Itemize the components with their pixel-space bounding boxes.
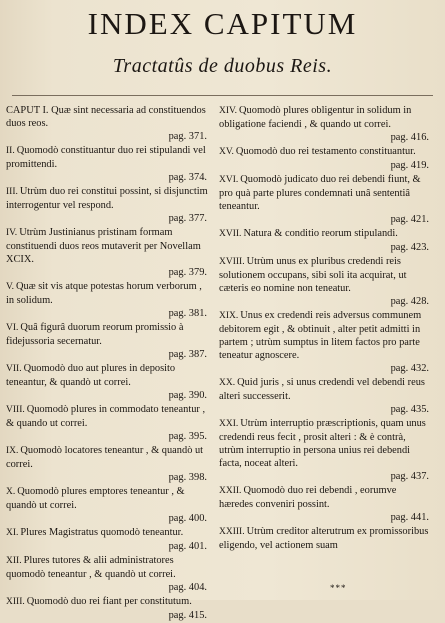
- chapter-title: Natura & conditio reorum stipulandi.: [243, 228, 398, 239]
- chapter-title: Quomodò duo rei testamento constituantur.: [235, 146, 416, 157]
- index-entry: [219, 417, 433, 483]
- index-entry: [219, 376, 433, 416]
- page-reference: pag. 432.: [390, 363, 429, 374]
- page-reference: pag. 428.: [390, 296, 429, 307]
- chapter-title: Quæ sit vis atque potestas horum verborum , in solidum.: [6, 281, 202, 306]
- page-reference: pag. 415.: [168, 610, 207, 621]
- chapter-title: Utrùm duo rei constitui possint, si disjunctim interrogentur vel respond.: [6, 186, 208, 211]
- chapter-number: VII.: [6, 364, 22, 374]
- index-entry: [219, 525, 433, 552]
- chapter-title: Utrùm unus ex pluribus credendi reis solutionem occupans, sibi soli ita acquirat, ut cæteris eo nomine non teneatur.: [219, 256, 407, 294]
- heading-rule: [12, 95, 433, 96]
- page-reference: pag. 395.: [168, 431, 207, 442]
- chapter-number: XXII.: [219, 486, 242, 496]
- chapter-number: II.: [6, 146, 15, 156]
- chapter-number: IX.: [6, 446, 19, 456]
- index-entry: [6, 226, 211, 279]
- chapter-title: Quomodò constituantur duo rei stipulandi vel promittendi.: [6, 145, 206, 170]
- index-entry: [6, 280, 211, 320]
- index-entry: [219, 173, 433, 226]
- page-reference: pag. 400.: [168, 513, 207, 524]
- index-entry: [6, 185, 211, 225]
- right-column: [219, 104, 433, 553]
- chapter-title: Quomodò locatores teneantur , & quandò ut correi.: [6, 445, 204, 470]
- chapter-title: Quâ figurâ duorum reorum promissio à fidejussoria secernatur.: [6, 322, 184, 347]
- chapter-title: Plures Magistratus quomodò teneantur.: [20, 527, 184, 538]
- page-title: INDEX CAPITUM: [87, 6, 358, 41]
- chapter-title: Utrùm Justinianus pristinam formam constituendi duos reos mutaverit per Novellam XCIX.: [6, 227, 201, 265]
- index-entry: [6, 362, 211, 402]
- page-reference: pag. 401.: [168, 541, 207, 552]
- chapter-number: XXI.: [219, 419, 239, 429]
- page-reference: pag. 441.: [390, 512, 429, 523]
- chapter-number: XXIII.: [219, 527, 245, 537]
- chapter-number: V.: [6, 282, 15, 292]
- index-entry: [219, 104, 433, 144]
- page-reference: pag. 398.: [168, 472, 207, 483]
- index-entry: [6, 444, 211, 484]
- chapter-title: CAPUT I. Quæ sint necessaria ad constituendos duos reos.: [6, 105, 206, 129]
- page-reference: pag. 381.: [168, 308, 207, 319]
- page-reference: pag. 377.: [168, 213, 207, 224]
- index-entry: [6, 104, 211, 143]
- chapter-title: Utrùm creditor alterutrum ex promissoribus eligendo, vel actionem suam: [219, 526, 429, 551]
- chapter-number: III.: [6, 187, 18, 197]
- chapter-number: XVI.: [219, 175, 239, 185]
- chapter-number: XX.: [219, 378, 236, 388]
- index-entry: [219, 227, 433, 254]
- chapter-title: Quomodò plures obligentur in solidum in obligatione faciendi , & quando ut correi.: [219, 105, 412, 130]
- page-reference: pag. 435.: [390, 404, 429, 415]
- page-reference: pag. 419.: [390, 160, 429, 171]
- chapter-number: XII.: [6, 556, 22, 566]
- index-entry: [6, 526, 211, 553]
- index-entry: [6, 554, 211, 594]
- index-entry: [219, 484, 433, 524]
- index-entry: [6, 403, 211, 443]
- catchword: ***: [330, 583, 347, 593]
- index-entry: [219, 309, 433, 375]
- chapter-number: XV.: [219, 147, 234, 157]
- chapter-title: Quid juris , si unus credendi vel debendi reus alteri successerit.: [219, 377, 425, 402]
- chapter-title: Quomodò duo aut plures in deposito teneantur, & quandò ut correi.: [6, 363, 176, 388]
- chapter-number: XIX.: [219, 311, 239, 321]
- page-reference: pag. 374.: [168, 172, 207, 183]
- chapter-number: XIII.: [6, 597, 25, 607]
- page-reference: pag. 416.: [390, 132, 429, 143]
- chapter-title: Utrùm interruptio præscriptionis, quam unus credendi reus fecit , prosit alteri : & è contrà, utrùm interruptio in persona unius rei debendi facta, noceat alteri.: [219, 418, 426, 469]
- index-entry: [219, 145, 433, 172]
- chapter-number: VI.: [6, 323, 19, 333]
- chapter-title: Quomodò plures in commodato teneantur , & quando ut correi.: [6, 404, 206, 429]
- index-entry: [6, 595, 211, 622]
- index-entry: [6, 321, 211, 361]
- page-reference: pag. 379.: [168, 267, 207, 278]
- chapter-title: Plures tutores & alii administratores quomodò teneantur , & quandò ut correi.: [6, 555, 176, 580]
- chapter-title: Quomodò duo rei debendi , eorumve hæredes conveniri possint.: [219, 485, 397, 510]
- chapter-title: Unus ex credendi reis adversus communem debitorem egit , & obtinuit , alter petit admitti in partem ; utrùm sumptus in litem factos pro parte teneatur agnoscere.: [219, 310, 422, 361]
- page-reference: pag. 437.: [390, 471, 429, 482]
- page-reference: pag. 421.: [390, 214, 429, 225]
- chapter-number: XVIII.: [219, 257, 245, 267]
- left-column: [6, 104, 211, 623]
- page-reference: pag. 390.: [168, 390, 207, 401]
- index-entry: [6, 485, 211, 525]
- chapter-number: XVII.: [219, 229, 242, 239]
- chapter-number: X.: [6, 487, 16, 497]
- index-entry: [6, 144, 211, 184]
- chapter-number: IV.: [6, 228, 18, 238]
- page-reference: pag. 387.: [168, 349, 207, 360]
- chapter-number: VIII.: [6, 405, 25, 415]
- chapter-number: XIV.: [219, 106, 238, 116]
- chapter-title: Quomodò duo rei fiant per constitutum.: [26, 596, 192, 607]
- page-subtitle: Tractatûs de duobus Reis.: [112, 55, 333, 77]
- chapter-title: Quomodò plures emptores teneantur , & quandò ut correi.: [6, 486, 185, 511]
- page-reference: pag. 371.: [168, 131, 207, 142]
- index-entry: [219, 255, 433, 308]
- page-reference: pag. 404.: [168, 582, 207, 593]
- chapter-title: Quomodò judicato duo rei debendi fiunt, & pro quà parte plures condemnati unâ sententiâ teneantur.: [219, 174, 421, 212]
- chapter-number: XI.: [6, 528, 19, 538]
- page-reference: pag. 423.: [390, 242, 429, 253]
